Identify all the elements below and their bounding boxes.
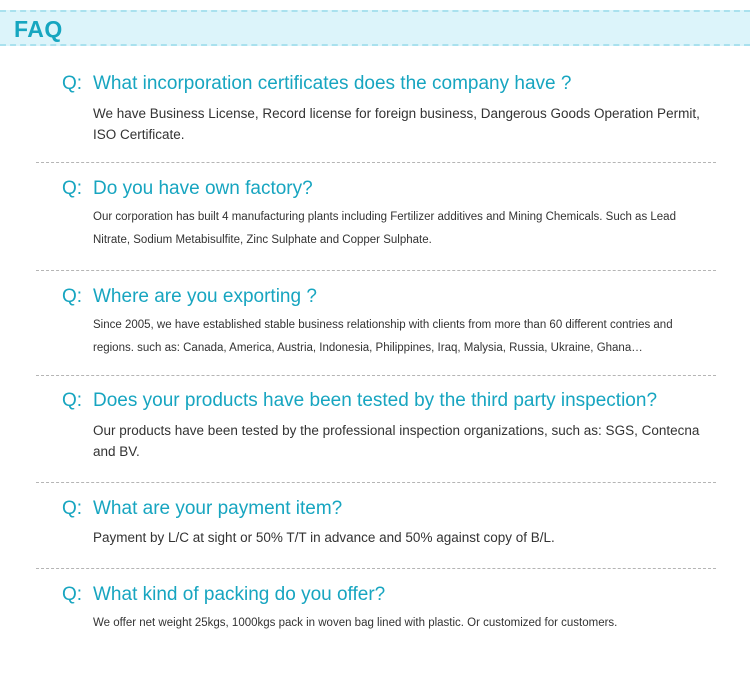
faq-answer-1: We have Business License, Record license for foreign business, Dangerous Goods Operation Permit, ISO Certificate. [93, 106, 700, 142]
question-prefix: Q: [62, 286, 83, 307]
question-text: Where are you exporting ? [93, 286, 317, 307]
faq-question-3 [62, 286, 317, 308]
question-prefix: Q: [62, 390, 83, 411]
question-text: What incorporation certificates does the company have ? [93, 73, 572, 94]
question-text: What kind of packing do you offer? [93, 584, 386, 605]
question-text: What are your payment item? [93, 498, 343, 519]
faq-answer-4: Our products have been tested by the professional inspection organizations, such as: SGS, Contecna and BV. [93, 423, 700, 459]
faq-divider [36, 375, 716, 376]
faq-answer-6: We offer net weight 25kgs, 1000kgs pack in woven bag lined with plastic. Or customized for customers. [93, 617, 618, 629]
faq-header-bar [0, 10, 750, 46]
faq-divider [36, 568, 716, 569]
question-prefix: Q: [62, 498, 83, 519]
faq-answer-5: Payment by L/C at sight or 50% T/T in advance and 50% against copy of B/L. [93, 530, 555, 545]
faq-question-5 [62, 498, 342, 520]
faq-answer-3: Since 2005, we have established stable business relationship with clients from more than 60 different contries and regions. such as: Canada, America, Austria, Indonesia, Philippines, Iraq, Malysia, Russia, Ukraine, Ghana… [93, 319, 673, 354]
question-prefix: Q: [62, 584, 83, 605]
question-prefix: Q: [62, 178, 83, 199]
faq-title: FAQ [14, 16, 63, 42]
question-text: Does your products have been tested by the third party inspection? [93, 390, 658, 411]
faq-question-6 [62, 584, 385, 606]
faq-question-2 [62, 178, 313, 200]
faq-divider [36, 482, 716, 483]
faq-answer-2: Our corporation has built 4 manufacturing plants including Fertilizer additives and Mining Chemicals. Such as Lead Nitrate, Sodium Metabisulfite, Zinc Sulphate and Copper Sulphate. [93, 211, 676, 246]
faq-question-4 [62, 390, 657, 412]
question-text: Do you have own factory? [93, 178, 313, 199]
faq-divider [36, 162, 716, 163]
faq-divider [36, 270, 716, 271]
question-prefix: Q: [62, 73, 83, 94]
faq-question-1 [62, 73, 571, 95]
